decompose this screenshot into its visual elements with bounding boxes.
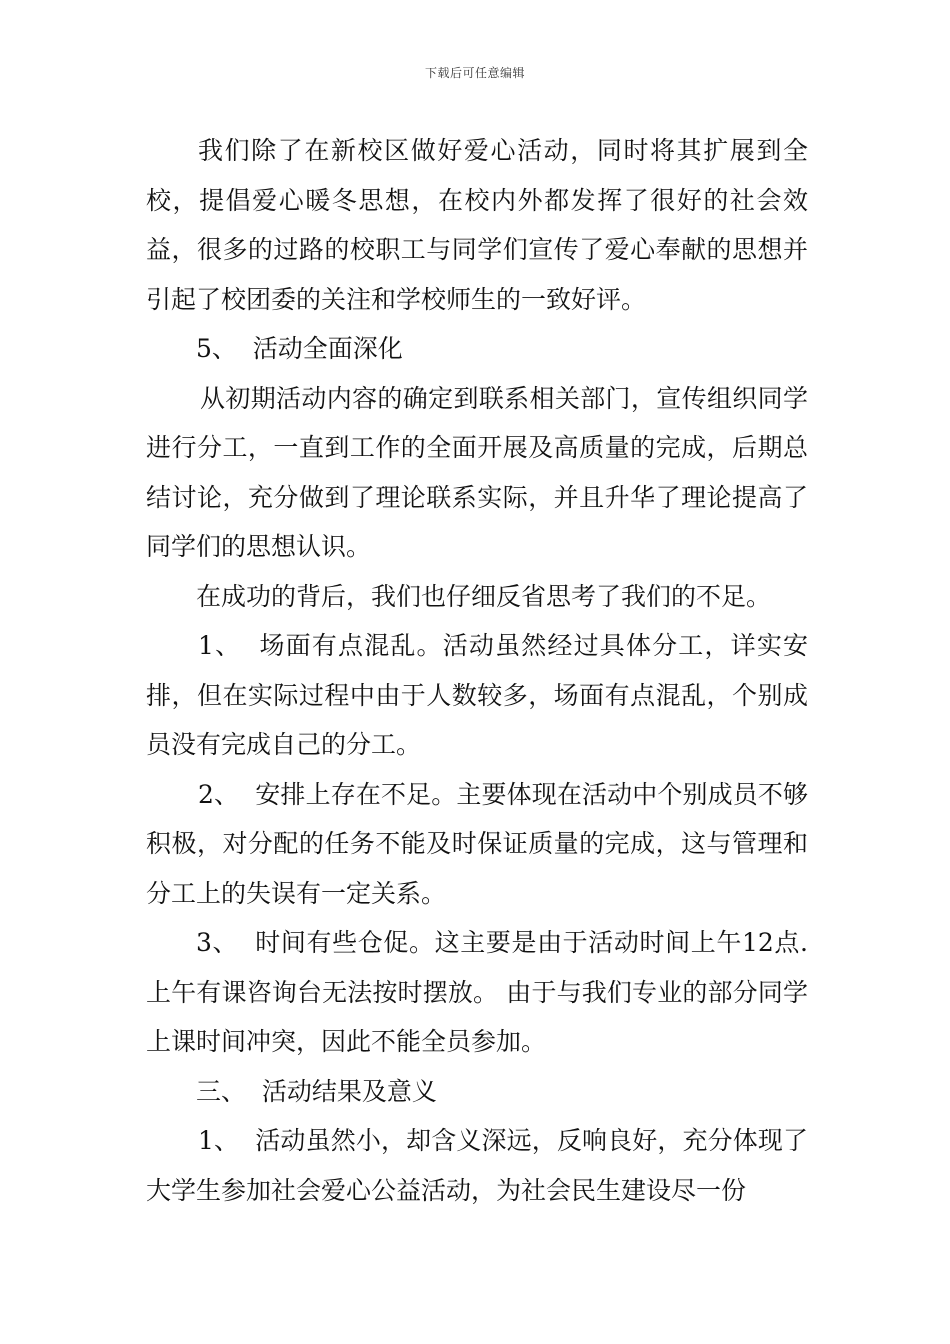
paragraph-shortcomings-intro: 在成功的背后，我们也仔细反省思考了我们的不足。 [196, 581, 772, 611]
document-body [146, 126, 808, 1215]
heading-activity-deepening: 5、 活动全面深化 [196, 334, 403, 363]
paragraph-shortcoming-3: 3、 时间有些仓促。这主要是由于活动时间上午12点.上午有课咨询台无法按时摆放。 由于与我们专业的部分同学上课时间冲突，因此不能全员参加。 [146, 928, 808, 1056]
paragraph-activity-process: 从初期活动内容的确定到联系相关部门，宣传组织同学进行分工，一直到工作的全面开展及高质量的完成，后期总结讨论，充分做到了理论联系实际，并且升华了理论提高了同学们的思想认识。 [146, 383, 808, 561]
page-header-note: 下载后可任意编辑 [424, 66, 525, 80]
paragraph-shortcoming-1: 1、 场面有点混乱。活动虽然经过具体分工，详实安排，但在实际过程中由于人数较多，场面有点混乱，个别成员没有完成自己的分工。 [146, 631, 808, 759]
heading-results-and-significance: 三、 活动结果及意义 [196, 1076, 437, 1106]
paragraph-shortcoming-2: 2、 安排上存在不足。主要体现在活动中个别成员不够积极，对分配的任务不能及时保证质量的完成，这与管理和分工上的失误有一定关系。 [146, 779, 808, 908]
paragraph-love-activity-expansion: 我们除了在新校区做好爱心活动，同时将其扩展到全校，提倡爱心暖冬思想，在校内外都发挥了很好的社会效益，很多的过路的校职工与同学们宣传了爱心奉献的思想并引起了校团委的关注和学校师生的一致好评。 [146, 136, 808, 314]
paragraph-result-1: 1、 活动虽然小，却含义深远，反响良好，充分体现了大学生参加社会爱心公益活动，为社会民生建设尽一份 [146, 1126, 808, 1205]
